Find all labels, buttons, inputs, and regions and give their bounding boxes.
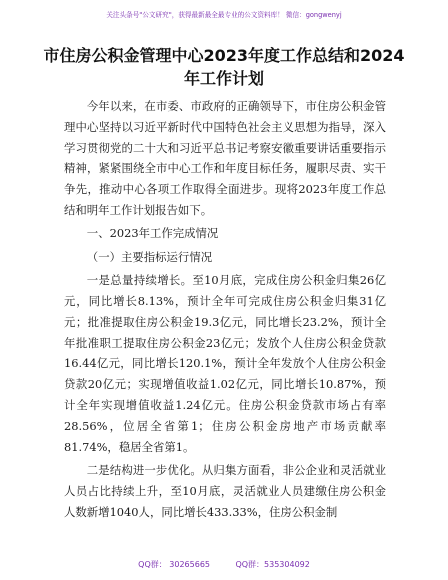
- paragraph-total-growth: 一是总量持续增长。至10月底，完成住房公积金归集26亿元，同比增长8.13%，预计全年可完成住房公积金归集31亿元；批准提取住房公积金19.3亿元，同比增长23.2%，预计全年批准职工提取住房公积金23亿元；发放个人住房公积金贷款16.44亿元，同比增长120.1%，预计全年发放个人住房公积金贷款20亿元；实现增值收益1.02亿元，同比增长10.87%，预计全年实现增值收益1.24亿元。住房公积金贷款市场占有率28.56%，位居全省第1；住房公积金房地产市场贡献率81.74%，稳居全省第1。: [64, 273, 386, 454]
- header-banner: 关注头条号"公文研究"，获得最新最全最专业的公文资料库！ 微信：gongwenyj: [106, 11, 342, 19]
- footer-qq-group-1: QQ群： 30265665: [138, 560, 210, 569]
- paragraph-intro: 今年以来，在市委、市政府的正确领导下，市住房公积金管理中心坚持以习近平新时代中国特色社会主义思想为指导，深入学习贯彻党的二十大和习近平总书记考察安徽重要讲话重要指示精神，紧紧围绕全市中心工作和年度目标任务，履职尽责、实干争先，推动中心各项工作取得全面进步。现将2023年度工作总结和明年工作计划报告如下。: [64, 99, 386, 217]
- section-heading: 一、2023年工作完成情况: [86, 226, 219, 241]
- paragraph-structure: 二是结构进一步优化。从归集方面看，非公企业和灵活就业人员占比持续上升，至10月底，灵活就业人员建缴住房公积金人数新增1040人，同比增长433.33%，住房公积金制: [64, 462, 386, 519]
- subsection-heading: （一）主要指标运行情况: [86, 249, 213, 264]
- footer-contact: [0, 559, 448, 570]
- document-body: [64, 96, 386, 522]
- page-title: 市住房公积金管理中心2023年度工作总结和2024年工作计划: [43, 46, 405, 88]
- footer-qq-group-2: QQ群：535304092: [235, 560, 310, 569]
